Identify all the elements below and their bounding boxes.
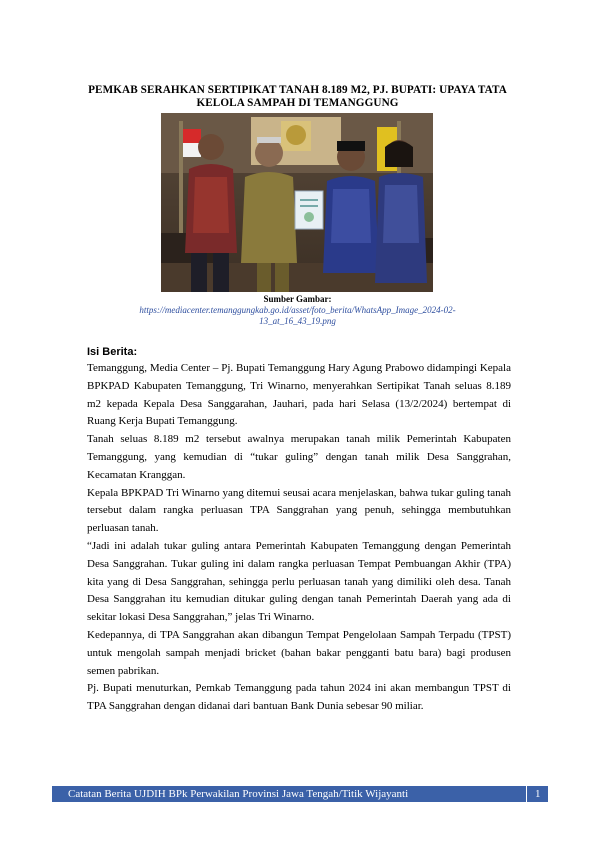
footer-divider	[526, 786, 527, 802]
section-heading: Isi Berita:	[87, 346, 138, 358]
paragraph: “Jadi ini adalah tukar guling antara Pemerintah Kabupaten Temanggung dengan Pemerintah Desa Sanggrahan. Tukar guling ini dalam rangka perluasan Tempat Pembuangan Akhir (TPA) kita yang di Desa Sanggrahan, sehingga perlu perluasan tanah yang dimiliki oleh desa. Tanah Desa Sanggrahan itu kemudian ditukar guling dengan tanah Pemerintah Daerah yang ada di sekitar lokasi Desa Sanggrahan,” jelas Tri Winarno.	[87, 539, 511, 624]
article-title: PEMKAB SERAHKAN SERTIPIKAT TANAH 8.189 M2, PJ. BUPATI: UPAYA TATA KELOLA SAMPAH DI TEMANGGUNG	[88, 84, 507, 109]
page-footer	[52, 786, 548, 802]
caption-label: Sumber Gambar:	[263, 294, 332, 304]
caption-source-link[interactable]: https://mediacenter.temanggungkab.go.id/asset/foto_berita/WhatsApp_Image_2024-02-13_at_16_43_19.png	[139, 305, 456, 326]
paragraph: Temanggung, Media Center – Pj. Bupati Temanggung Hary Agung Prabowo didampingi Kepala BPKPAD Kabupaten Temanggung, Tri Winarno, menyerahkan Sertipikat Tanah seluas 8.189 m2 kepada Kepala Desa Sanggarahan, Jauhari, pada hari Selasa (13/2/2024) bertempat di Ruang Kerja Bupati Temanggung.	[87, 362, 511, 428]
footer-text: Catatan Berita UJDIH BPk Perwakilan Provinsi Jawa Tengah/Titik Wijayanti	[68, 788, 409, 800]
article-body	[87, 344, 511, 716]
paragraph: Pj. Bupati menuturkan, Pemkab Temanggung pada tahun 2024 ini akan membangun TPST di TPA Sanggrahan dengan didanai dari bantuan Bank Dunia sebesar 90 miliar.	[87, 682, 511, 713]
page-number: 1	[535, 788, 541, 800]
paragraph: Tanah seluas 8.189 m2 tersebut awalnya merupakan tanah milik Pemerintah Kabupaten Temanggung, yang kemudian di “tukar guling” dengan tanah milik Desa Sanggrahan, Kecamatan Kranggan.	[87, 433, 511, 481]
news-photo	[161, 113, 433, 292]
paragraph: Kepala BPKPAD Tri Winarno yang ditemui seusai acara menjelaskan, bahwa tukar guling tanah tersebut dalam rangka perluasan TPA Sanggrahan yang penuh, sehingga membutuhkan perluasan tanah.	[87, 486, 511, 535]
paragraph: Kedepannya, di TPA Sanggrahan akan dibangun Tempat Pengelolaan Sampah Terpadu (TPST) untuk mengolah sampah menjadi bricket (bahan bakar pengganti batu bara) bagi produsen semen pabrikan.	[87, 628, 511, 677]
